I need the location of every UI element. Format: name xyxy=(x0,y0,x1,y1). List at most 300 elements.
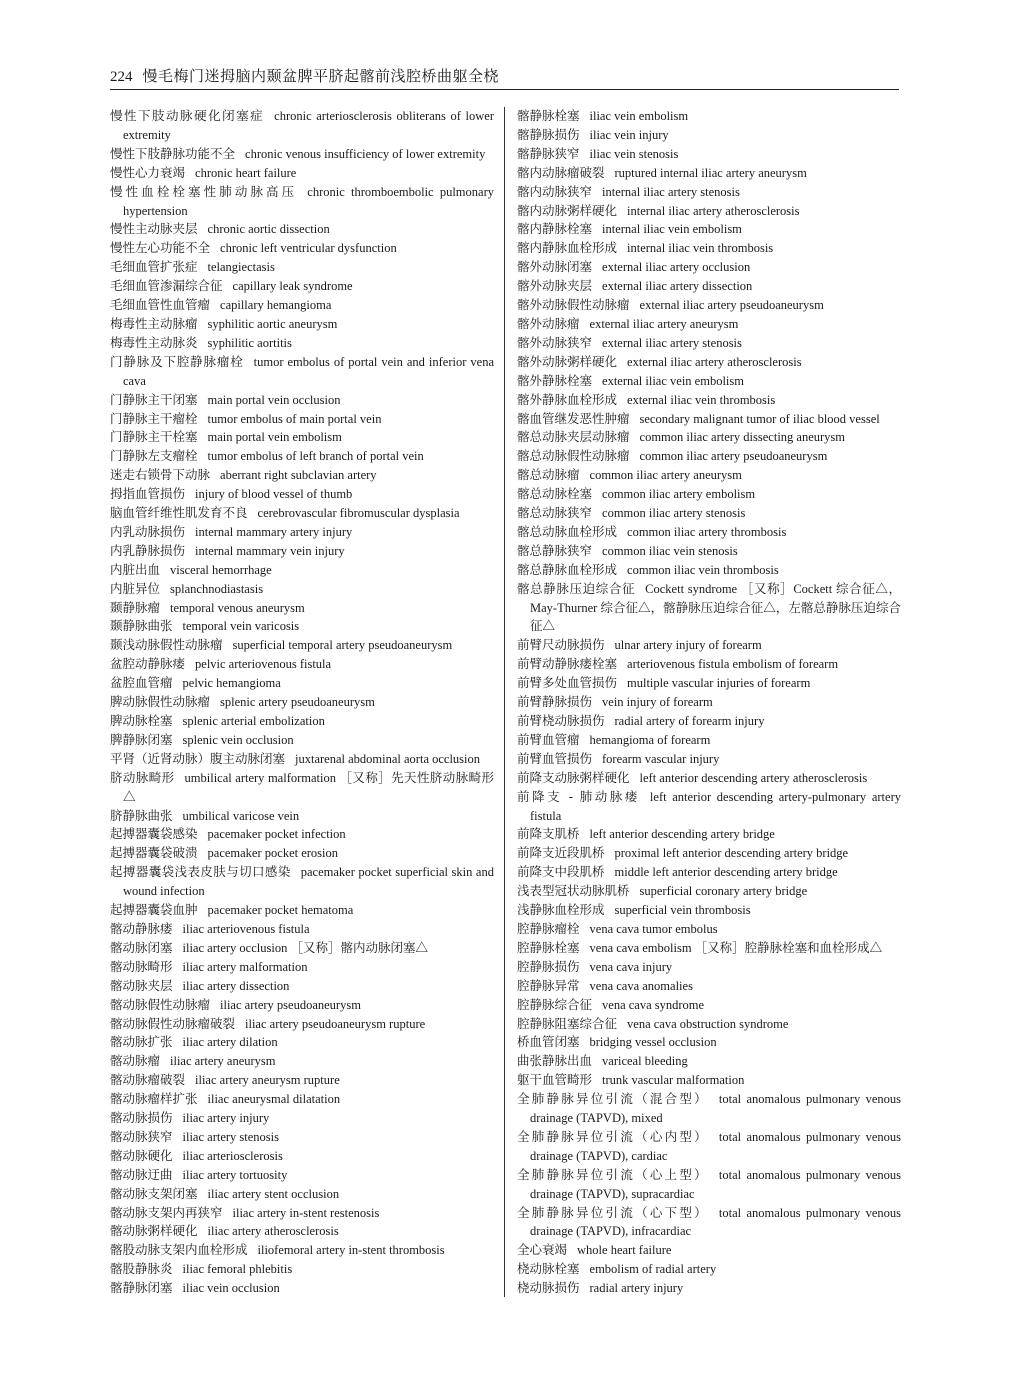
term-english: external iliac artery atherosclerosis xyxy=(627,354,802,369)
term-english: chronic arteriosclerosis obliterans of lower extremity xyxy=(123,109,494,142)
glossary-entry xyxy=(110,920,494,939)
term-english: pacemaker pocket superficial skin and wound infection xyxy=(123,865,494,899)
glossary-entry xyxy=(517,882,901,901)
glossary-entry xyxy=(110,1090,494,1109)
term-chinese: 平肾（近肾动脉）腹主动脉闭塞 xyxy=(110,750,286,766)
term-chinese: 髂总动脉夹层动脉瘤 xyxy=(517,429,630,445)
term-chinese: 髂动静脉瘘 xyxy=(110,920,173,936)
term-english: internal iliac vein thrombosis xyxy=(627,241,774,256)
term-english: main portal vein embolism xyxy=(207,430,342,445)
glossary-entry xyxy=(110,334,494,353)
glossary-entry xyxy=(517,372,901,391)
term-chinese: 毛细血管性血管瘤 xyxy=(110,297,211,313)
glossary-entry xyxy=(110,750,494,769)
glossary-entry xyxy=(110,1071,494,1090)
glossary-entry xyxy=(517,825,901,844)
glossary-entry xyxy=(517,844,901,863)
term-english: temporal venous aneurysm xyxy=(170,600,305,615)
glossary-entry xyxy=(110,1147,494,1166)
term-chinese: 髂动脉瘤 xyxy=(110,1053,161,1069)
term-english: syphilitic aortitis xyxy=(207,335,292,350)
term-english: iliac vein occlusion xyxy=(182,1281,280,1296)
term-english: total anomalous pulmonary venous drainage (TAPVD), supracardiac xyxy=(530,1167,901,1201)
term-chinese: 髂股静脉炎 xyxy=(110,1261,173,1277)
term-english: chronic thromboembolic pulmonary hypertension xyxy=(123,184,494,218)
term-chinese: 髂静脉闭塞 xyxy=(110,1280,173,1296)
page-number: 224 xyxy=(110,69,133,85)
term-english: juxtarenal abdominal aorta occlusion xyxy=(295,751,481,766)
term-english: tumor embolus of main portal vein xyxy=(207,411,382,426)
term-english: iliac artery pseudoaneurysm rupture xyxy=(245,1016,426,1031)
glossary-entry xyxy=(517,580,901,637)
glossary-entry xyxy=(110,258,494,277)
term-chinese: 髂总动脉瘤 xyxy=(517,467,580,483)
term-english: external iliac artery aneurysm xyxy=(589,316,739,331)
term-english: left anterior descending artery atherosclerosis xyxy=(639,770,868,785)
term-english: common iliac artery thrombosis xyxy=(627,524,787,539)
term-chinese: 全肺静脉异位引流（混合型） xyxy=(517,1091,709,1107)
term-chinese: 门静脉主干栓塞 xyxy=(110,429,198,445)
term-chinese: 桡动脉栓塞 xyxy=(517,1261,580,1277)
running-title: 慢毛梅门迷拇脑内颞盆脾平脐起髂前浅腔桥曲躯全桡 xyxy=(142,67,500,85)
term-chinese: 髂动脉夹层 xyxy=(110,977,173,993)
term-english: iliac artery pseudoaneurysm xyxy=(220,997,361,1012)
glossary-entry xyxy=(517,202,901,221)
term-chinese: 桡动脉损伤 xyxy=(517,1280,580,1296)
term-english: iliac artery tortuosity xyxy=(182,1167,288,1182)
glossary-entry xyxy=(517,920,901,939)
term-chinese: 髂总静脉血栓形成 xyxy=(517,561,618,577)
term-english: iliofemoral artery in-stent thrombosis xyxy=(257,1243,445,1258)
term-english: hemangioma of forearm xyxy=(589,732,711,747)
term-chinese: 腔静脉栓塞 xyxy=(517,939,580,955)
term-chinese: 内脏异位 xyxy=(110,580,161,596)
term-chinese: 脾动脉假性动脉瘤 xyxy=(110,694,211,710)
term-chinese: 慢性下肢动脉硬化闭塞症 xyxy=(110,108,265,123)
right-column xyxy=(517,107,901,1298)
term-chinese: 门静脉左支瘤栓 xyxy=(110,448,198,464)
term-chinese: 颞静脉瘤 xyxy=(110,599,161,615)
term-english: syphilitic aortic aneurysm xyxy=(207,316,338,331)
glossary-entry xyxy=(110,183,494,221)
term-chinese: 门静脉及下腔静脉瘤栓 xyxy=(110,353,244,369)
term-chinese: 髂总静脉压迫综合征 xyxy=(517,580,636,596)
term-english: pacemaker pocket infection xyxy=(207,827,346,842)
glossary-entry xyxy=(517,1090,901,1128)
term-chinese: 髂总动脉栓塞 xyxy=(517,486,593,502)
term-chinese: 髂动脉支架闭塞 xyxy=(110,1185,198,1201)
term-chinese: 前降支近段肌桥 xyxy=(517,845,605,861)
glossary-entry xyxy=(110,523,494,542)
term-english: left anterior descending artery-pulmonary artery fistula xyxy=(530,789,901,823)
term-chinese: 髂总动脉假性动脉瘤 xyxy=(517,448,630,464)
term-english: vena cava syndrome xyxy=(602,997,705,1012)
glossary-entry xyxy=(517,863,901,882)
term-chinese: 慢性主动脉夹层 xyxy=(110,221,198,237)
glossary-entry xyxy=(110,1109,494,1128)
term-english: chronic aortic dissection xyxy=(207,222,330,237)
term-chinese: 腔静脉异常 xyxy=(517,977,580,993)
term-english: iliac artery stent occlusion xyxy=(207,1186,340,1201)
term-chinese: 髂外动脉瘤 xyxy=(517,315,580,331)
glossary-entry xyxy=(517,655,901,674)
glossary-entry xyxy=(110,617,494,636)
term-english: splenic arterial embolization xyxy=(182,714,325,728)
term-chinese: 腔静脉阻塞综合征 xyxy=(517,1015,618,1031)
glossary-entry xyxy=(517,674,901,693)
term-english: temporal vein varicosis xyxy=(182,619,300,634)
term-chinese: 躯干血管畸形 xyxy=(517,1072,593,1088)
term-english: cerebrovascular fibromuscular dysplasia xyxy=(257,506,460,521)
term-chinese: 浅表型冠状动脉肌桥 xyxy=(517,883,630,899)
term-english: middle left anterior descending artery bridge xyxy=(614,865,838,880)
glossary-entry xyxy=(517,1241,901,1260)
glossary-entry xyxy=(110,1166,494,1185)
term-english: external iliac artery pseudoaneurysm xyxy=(639,298,824,313)
glossary-entry xyxy=(110,636,494,655)
term-chinese: 前降支 - 肺动脉瘘 xyxy=(517,788,640,804)
term-chinese: 髂外动脉假性动脉瘤 xyxy=(517,297,630,313)
term-chinese: 髂内静脉栓塞 xyxy=(517,221,593,237)
left-column xyxy=(110,107,494,1298)
glossary-entry xyxy=(110,674,494,693)
term-chinese: 迷走右锁骨下动脉 xyxy=(110,467,211,483)
glossary-entry xyxy=(517,1128,901,1166)
term-chinese: 髂动脉假性动脉瘤 xyxy=(110,996,211,1012)
glossary-entry xyxy=(110,958,494,977)
term-chinese: 髂动脉损伤 xyxy=(110,1110,173,1126)
term-chinese: 髂总静脉狭窄 xyxy=(517,542,593,558)
term-english: total anomalous pulmonary venous drainage (TAPVD), mixed xyxy=(530,1092,901,1126)
glossary-entry xyxy=(517,277,901,296)
term-english: iliac artery aneurysm xyxy=(170,1054,276,1069)
glossary-entry xyxy=(110,580,494,599)
term-english: bridging vessel occlusion xyxy=(589,1035,717,1050)
glossary-entry xyxy=(517,296,901,315)
term-chinese: 起搏器囊袋破溃 xyxy=(110,845,198,861)
glossary-entry xyxy=(517,561,901,580)
term-chinese: 髂股动脉支架内血栓形成 xyxy=(110,1242,248,1258)
term-english: internal iliac artery stenosis xyxy=(602,184,740,199)
term-english: multiple vascular injuries of forearm xyxy=(627,676,811,691)
term-english: pacemaker pocket hematoma xyxy=(207,903,354,918)
glossary-entry xyxy=(517,1033,901,1052)
term-english: total anomalous pulmonary venous drainage (TAPVD), cardiac xyxy=(530,1129,901,1163)
term-english: splenic artery pseudoaneurysm xyxy=(220,695,375,710)
term-chinese: 全心衰竭 xyxy=(517,1242,568,1258)
glossary-entry xyxy=(110,561,494,580)
term-english: proximal left anterior descending artery bridge xyxy=(614,846,849,861)
term-english: vena cava obstruction syndrome xyxy=(627,1016,789,1031)
term-english: arteriovenous fistula embolism of forearm xyxy=(627,657,839,672)
glossary-entry xyxy=(517,428,901,447)
glossary-entry xyxy=(110,504,494,523)
term-chinese: 慢性下肢静脉功能不全 xyxy=(110,145,236,161)
term-chinese: 髂动脉扩张 xyxy=(110,1034,173,1050)
term-english: common iliac artery aneurysm xyxy=(589,468,742,483)
term-chinese: 桥血管闭塞 xyxy=(517,1034,580,1050)
term-chinese: 髂动脉假性动脉瘤破裂 xyxy=(110,1015,236,1031)
glossary-entry xyxy=(110,296,494,315)
glossary-entry xyxy=(517,504,901,523)
term-english: tumor embolus of left branch of portal vein xyxy=(207,449,424,464)
term-chinese: 浅静脉血栓形成 xyxy=(517,902,605,918)
glossary-entry xyxy=(110,428,494,447)
term-english: left anterior descending artery bridge xyxy=(589,827,775,842)
term-chinese: 内乳静脉损伤 xyxy=(110,542,186,558)
glossary-entry xyxy=(110,1260,494,1279)
term-english: iliac femoral phlebitis xyxy=(182,1262,293,1277)
term-english: embolism of radial artery xyxy=(589,1262,717,1277)
term-chinese: 全肺静脉异位引流（心上型） xyxy=(517,1166,709,1182)
term-english: iliac artery dissection xyxy=(182,978,290,993)
glossary-entry xyxy=(110,655,494,674)
term-chinese: 髂外静脉血栓形成 xyxy=(517,391,618,407)
term-chinese: 髂动脉粥样硬化 xyxy=(110,1223,198,1239)
glossary-entry xyxy=(110,1015,494,1034)
term-chinese: 髂内静脉血栓形成 xyxy=(517,240,618,256)
term-english: umbilical varicose vein xyxy=(182,808,300,823)
term-english: iliac vein stenosis xyxy=(589,146,679,161)
term-english: common iliac vein thrombosis xyxy=(627,562,779,577)
term-english: internal mammary vein injury xyxy=(195,543,345,558)
term-english: main portal vein occlusion xyxy=(207,392,341,407)
term-chinese: 曲张静脉出血 xyxy=(517,1053,593,1069)
term-chinese: 脐静脉曲张 xyxy=(110,807,173,823)
term-chinese: 髂静脉损伤 xyxy=(517,126,580,142)
term-english: vena cava injury xyxy=(589,959,673,974)
glossary-entry xyxy=(110,731,494,750)
glossary-entry xyxy=(517,693,901,712)
glossary-entry xyxy=(517,788,901,826)
term-chinese: 毛细血管扩张症 xyxy=(110,259,198,275)
term-english: aberrant right subclavian artery xyxy=(220,468,377,483)
term-chinese: 髂动脉支架内再狭窄 xyxy=(110,1204,223,1220)
glossary-entry xyxy=(110,693,494,712)
glossary-entry xyxy=(110,1185,494,1204)
term-chinese: 髂外动脉狭窄 xyxy=(517,334,593,350)
glossary-entry xyxy=(517,164,901,183)
glossary-entry xyxy=(110,239,494,258)
glossary-entry xyxy=(110,410,494,429)
term-english: vein injury of forearm xyxy=(602,695,713,710)
term-chinese: 前臂桡动脉损伤 xyxy=(517,713,605,728)
term-english: iliac artery occlusion ［又称］髂内动脉闭塞△ xyxy=(182,940,428,955)
glossary-entry xyxy=(110,977,494,996)
term-english: iliac vein injury xyxy=(589,127,669,142)
term-english: chronic heart failure xyxy=(195,165,297,180)
term-english: ulnar artery injury of forearm xyxy=(614,638,762,653)
term-english: common iliac artery dissecting aneurysm xyxy=(639,430,846,445)
term-english: visceral hemorrhage xyxy=(170,562,272,577)
term-english: Cockett syndrome ［又称］Cockett 综合征△，May-Thurner 综合征△，髂静脉压迫综合征△，左髂总静脉压迫综合征△ xyxy=(530,581,901,634)
term-chinese: 盆腔动静脉瘘 xyxy=(110,656,186,672)
term-chinese: 腔静脉损伤 xyxy=(517,958,580,974)
term-chinese: 髂动脉闭塞 xyxy=(110,939,173,955)
glossary-entry xyxy=(517,485,901,504)
glossary-entry xyxy=(517,977,901,996)
term-chinese: 前降支肌桥 xyxy=(517,826,580,842)
glossary-entry xyxy=(517,353,901,372)
glossary-entry xyxy=(517,220,901,239)
term-chinese: 盆腔血管瘤 xyxy=(110,675,173,691)
glossary-entry xyxy=(110,485,494,504)
term-chinese: 慢性血栓栓塞性肺动脉高压 xyxy=(110,183,298,199)
glossary-entry xyxy=(110,844,494,863)
term-chinese: 脑血管纤维性肌发育不良 xyxy=(110,505,248,521)
glossary-entry xyxy=(110,1279,494,1298)
term-english: pelvic hemangioma xyxy=(182,676,281,691)
term-chinese: 髂外动脉闭塞 xyxy=(517,259,593,275)
glossary-entry xyxy=(517,542,901,561)
term-chinese: 脾动脉栓塞 xyxy=(110,713,173,728)
term-english: ruptured internal iliac artery aneurysm xyxy=(614,165,807,180)
glossary-entry xyxy=(110,1033,494,1052)
glossary-entry xyxy=(110,220,494,239)
term-english: total anomalous pulmonary venous drainage (TAPVD), infracardiac xyxy=(530,1205,901,1239)
term-chinese: 起搏器囊袋血肿 xyxy=(110,902,198,918)
term-english: iliac artery dilation xyxy=(182,1035,278,1050)
term-english: iliac artery aneurysm rupture xyxy=(195,1073,340,1088)
glossary-entry xyxy=(110,863,494,901)
glossary-entry xyxy=(110,1128,494,1147)
glossary-entry xyxy=(110,901,494,920)
term-chinese: 髂动脉狭窄 xyxy=(110,1128,173,1144)
term-chinese: 起搏器囊袋浅表皮肤与切口感染 xyxy=(110,864,291,880)
glossary-entry xyxy=(517,769,901,788)
glossary-entry xyxy=(517,466,901,485)
term-english: common iliac artery embolism xyxy=(602,487,756,502)
glossary-entry xyxy=(110,466,494,485)
glossary-entry xyxy=(110,1052,494,1071)
term-english: pelvic arteriovenous fistula xyxy=(195,657,332,672)
term-english: external iliac vein thrombosis xyxy=(627,392,776,407)
term-english: superficial vein thrombosis xyxy=(614,903,751,918)
term-english: secondary malignant tumor of iliac blood vessel xyxy=(639,411,880,426)
glossary-entry xyxy=(517,901,901,920)
term-english: capillary hemangioma xyxy=(220,298,332,313)
glossary-entry xyxy=(110,769,494,807)
glossary-entry xyxy=(517,1052,901,1071)
term-chinese: 毛细血管渗漏综合征 xyxy=(110,278,223,294)
term-english: capillary leak syndrome xyxy=(232,279,353,294)
term-english: chronic venous insufficiency of lower extremity xyxy=(245,146,486,161)
term-chinese: 髂总动脉狭窄 xyxy=(517,505,593,521)
term-english: iliac vein embolism xyxy=(589,109,689,123)
term-english: splenic vein occlusion xyxy=(182,732,294,747)
glossary-entry xyxy=(110,712,494,731)
term-english: iliac aneurysmal dilatation xyxy=(207,1092,341,1107)
term-chinese: 梅毒性主动脉炎 xyxy=(110,334,198,350)
term-english: vena cava embolism ［又称］腔静脉栓塞和血栓形成△ xyxy=(589,940,883,955)
term-chinese: 髂静脉狭窄 xyxy=(517,145,580,161)
glossary-entry xyxy=(110,825,494,844)
term-english: iliac artery stenosis xyxy=(182,1129,280,1144)
term-english: internal mammary artery injury xyxy=(195,524,353,539)
term-chinese: 前降支中段肌桥 xyxy=(517,864,605,880)
term-chinese: 髂总动脉血栓形成 xyxy=(517,523,618,539)
term-chinese: 脐动脉畸形 xyxy=(110,769,175,785)
term-chinese: 髂外静脉栓塞 xyxy=(517,372,593,388)
term-english: common iliac artery stenosis xyxy=(602,506,746,521)
term-chinese: 髂动脉瘤样扩张 xyxy=(110,1091,198,1107)
term-english: vena cava tumor embolus xyxy=(589,921,718,936)
term-chinese: 起搏器囊袋感染 xyxy=(110,826,198,842)
glossary-entry xyxy=(110,353,494,391)
term-english: iliac artery malformation xyxy=(182,959,308,974)
glossary-entry xyxy=(110,599,494,618)
glossary-entry xyxy=(517,447,901,466)
term-chinese: 脾静脉闭塞 xyxy=(110,731,173,747)
term-chinese: 内乳动脉损伤 xyxy=(110,523,186,539)
term-chinese: 前臂血管损伤 xyxy=(517,750,593,766)
term-chinese: 腔静脉瘤栓 xyxy=(517,920,580,936)
glossary-entry xyxy=(110,1204,494,1223)
term-english: internal iliac artery atherosclerosis xyxy=(627,203,800,218)
glossary-entry xyxy=(110,107,494,145)
term-chinese: 颞静脉曲张 xyxy=(110,618,173,634)
glossary-entry xyxy=(517,1204,901,1242)
glossary-entry xyxy=(517,258,901,277)
term-english: internal iliac vein embolism xyxy=(602,222,742,237)
glossary-entry xyxy=(517,1071,901,1090)
term-chinese: 门静脉主干闭塞 xyxy=(110,391,198,407)
glossary-entry xyxy=(517,523,901,542)
term-english: injury of blood vessel of thumb xyxy=(195,487,353,502)
term-chinese: 慢性左心功能不全 xyxy=(110,240,211,256)
term-chinese: 前臂血管瘤 xyxy=(517,731,580,747)
term-english: common iliac artery pseudoaneurysm xyxy=(639,449,828,464)
term-chinese: 前臂多处血管损伤 xyxy=(517,675,618,691)
term-english: splanchnodiastasis xyxy=(170,581,264,596)
glossary-entry xyxy=(110,542,494,561)
glossary-entry xyxy=(110,1241,494,1260)
term-english: iliac arteriosclerosis xyxy=(182,1148,283,1163)
term-english: umbilical artery malformation ［又称］先天性脐动脉畸形△ xyxy=(123,770,494,804)
term-chinese: 前降支动脉粥样硬化 xyxy=(517,769,630,785)
column-divider xyxy=(504,107,505,1297)
glossary-entry xyxy=(110,807,494,826)
running-header xyxy=(110,64,899,90)
glossary-entry xyxy=(110,277,494,296)
glossary-entry xyxy=(110,996,494,1015)
term-chinese: 髂内动脉瘤破裂 xyxy=(517,164,605,180)
term-english: pacemaker pocket erosion xyxy=(207,846,339,861)
term-english: radial artery injury xyxy=(589,1281,684,1296)
term-chinese: 前臂尺动脉损伤 xyxy=(517,637,605,653)
term-english: external iliac vein embolism xyxy=(602,373,744,388)
glossary-entry xyxy=(517,731,901,750)
term-english: variceal bleeding xyxy=(602,1054,688,1069)
term-english: iliac artery atherosclerosis xyxy=(207,1224,339,1239)
glossary-entry xyxy=(517,315,901,334)
term-chinese: 髂外动脉夹层 xyxy=(517,278,593,294)
term-english: common iliac vein stenosis xyxy=(602,543,738,558)
glossary-entry xyxy=(517,1166,901,1204)
glossary-entry xyxy=(110,1222,494,1241)
term-chinese: 门静脉主干瘤栓 xyxy=(110,410,198,426)
glossary-entry xyxy=(110,391,494,410)
term-english: tumor embolus of portal vein and inferior vena cava xyxy=(123,354,494,388)
glossary-entry xyxy=(517,1279,901,1298)
glossary-entry xyxy=(517,712,901,731)
term-chinese: 前臂动静脉瘘栓塞 xyxy=(517,656,618,672)
glossary-entry xyxy=(110,315,494,334)
term-chinese: 髂动脉畸形 xyxy=(110,958,173,974)
glossary-entry xyxy=(517,636,901,655)
glossary-entry xyxy=(517,391,901,410)
glossary-entry xyxy=(110,447,494,466)
